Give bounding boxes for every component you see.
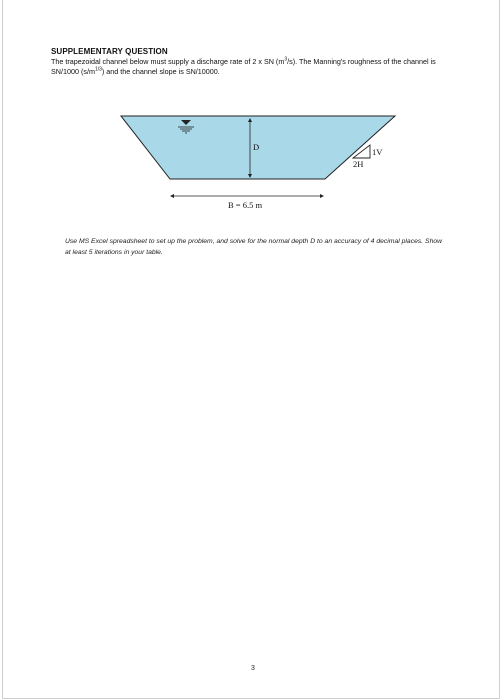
base-dimension-arrow: [170, 194, 324, 198]
document-page: [2, 0, 500, 699]
slope-vertical-label: 1V: [372, 147, 383, 157]
page-number: 3: [251, 665, 255, 672]
paragraph-superscript-2: 1/3: [94, 66, 102, 73]
question-heading: SUPPLEMENTARY QUESTION: [51, 47, 168, 56]
paragraph-superscript-1: 3: [284, 56, 288, 63]
excel-instruction: Use MS Excel spreadsheet to set up the problem, and solve for the normal depth D to an accuracy of 4 decimal places. Show at least 5 iterations in your table.: [65, 238, 443, 256]
depth-label: D: [253, 142, 260, 152]
trapezoidal-channel-diagram: [108, 103, 408, 213]
paragraph-part-3: ) and the channel slope is SN/10000.: [101, 67, 220, 76]
paragraph-part-2: /s). The Manning's roughness of the channel is SN/1000 (s/m: [51, 57, 436, 76]
base-width-label: B = 6.5 m: [228, 200, 263, 210]
question-paragraph: [51, 57, 451, 77]
slope-horizontal-label: 2H: [353, 159, 364, 169]
paragraph-part-1: The trapezoidal channel below must supply a discharge rate of 2 x SN (m: [51, 57, 285, 66]
